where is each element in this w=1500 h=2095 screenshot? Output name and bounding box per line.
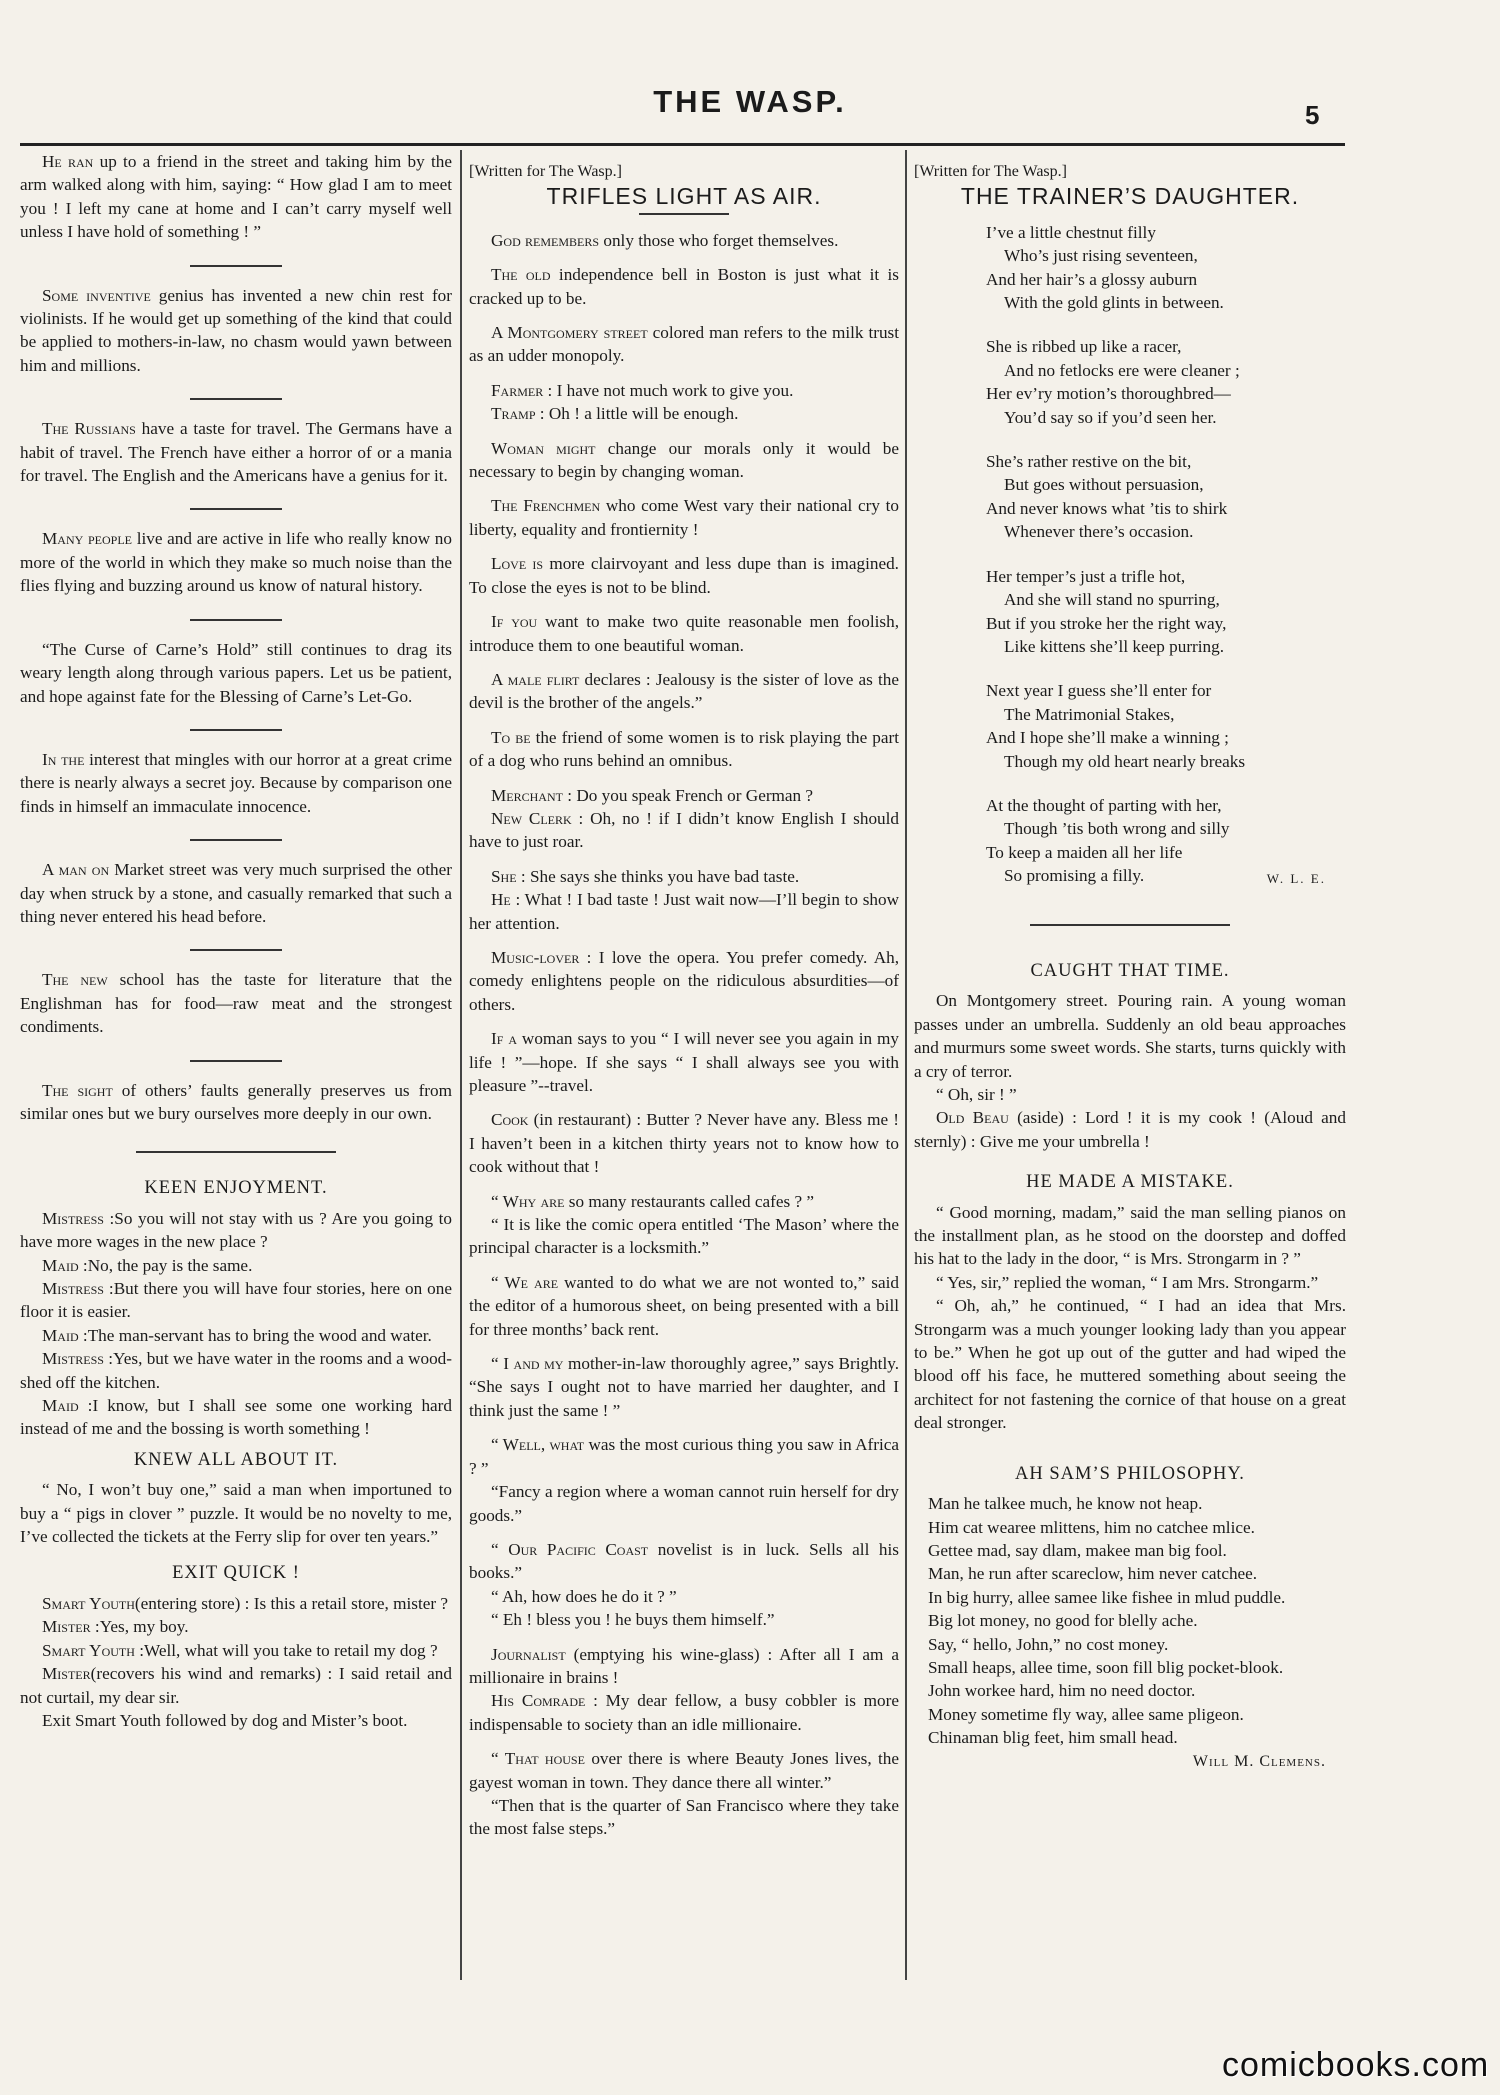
poem	[986, 221, 1346, 888]
page-number: 5	[1305, 100, 1320, 130]
paragraph	[469, 321, 899, 368]
poem-signature: W. L. E.	[1266, 870, 1326, 886]
paragraph	[20, 1639, 452, 1662]
lead-in: He :	[491, 890, 521, 910]
column-1	[20, 150, 452, 1732]
paragraph	[20, 1324, 452, 1347]
paragraph-text: She says she thinks you have bad taste.	[525, 866, 800, 886]
poem-line: Though ’tis both wrong and silly	[1004, 819, 1230, 839]
paragraph-text: the friend of some women is to risk playing the part of a dog who runs behind an omnibus.	[469, 727, 899, 771]
lead-in: Some inventive	[42, 285, 151, 305]
poem-line: Her temper’s just a trifle hot,	[986, 566, 1186, 586]
spacer	[469, 773, 899, 784]
paragraph	[20, 527, 452, 597]
paragraph	[469, 1747, 899, 1794]
paragraph	[20, 1662, 452, 1709]
paragraph	[20, 417, 452, 487]
paragraph-text: interest that mingles with our horror at a great crime there is nearly always a secret joy. Because by comparison one finds in himself an immaculate innocence.	[20, 749, 452, 816]
lead-in: Journalist	[491, 1644, 566, 1664]
paragraph	[469, 610, 899, 657]
paragraph-text: up to a friend in the street and taking him by the arm walked along with him, saying: “ How glad I am to meet you ! I left my cane at home and I can’t carry myself well unless I have hold of something ! ”	[20, 152, 452, 242]
article-title: THE TRAINER’S DAUGHTER.	[960, 183, 1300, 210]
section-title-exit: EXIT QUICK !	[172, 1563, 300, 1584]
column-rule-2	[905, 150, 907, 1980]
paragraph-text: over there is where Beauty Jones lives, the gayest woman in town. They dance there all winter.”	[469, 1749, 899, 1792]
lead-in: Tramp :	[491, 404, 545, 424]
paragraph: On Montgomery street. Pouring rain. A young woman passes under an umbrella. Suddenly an old beau approaches and murmurs some sweet words. She starts, turns quickly with a cry of terror.	[914, 991, 1346, 1081]
paragraph-text: have a taste for travel. The Germans have a habit of travel. The French have either a horror of or a mania for travel. The English and the Americans have a genius for it.	[20, 419, 452, 486]
paragraph-text: novelist is in luck. Sells all his books.”	[469, 1539, 899, 1583]
paragraph	[469, 552, 899, 599]
section-title-mistake: HE MADE A MISTAKE.	[1026, 1172, 1234, 1193]
paragraph-text: (entering store) : Is this a retail store, mister ?	[134, 1593, 449, 1613]
paragraph: “ Oh, ah,” he continued, “ I had an idea that Mrs. Strongarm was a much younger looking lady than you appear to be.” When he got up out of the gutter and had wiped the blood off his face, he muttered something about seeing the architect for not fastening the cornice of that house on a great deal stronger.	[914, 1296, 1346, 1433]
poem-line: You’d say so if you’d seen her.	[1004, 407, 1217, 427]
lead-in: “ I and my	[491, 1354, 564, 1374]
spacer	[469, 483, 899, 494]
paragraph-text: woman says to you “ I will never see you again in my life ! ”—hope. If she says “ I shall always see you with pleasure ”--travel.	[469, 1029, 899, 1095]
lead-in: A man on	[42, 860, 110, 880]
paragraph-text: I have not much work to give you.	[552, 380, 794, 400]
paragraph	[469, 402, 899, 425]
section-divider	[190, 619, 282, 621]
paragraph-text: “The Curse of Carne’s Hold” still continues to drag its weary length along through various papers. Let us be patient, and hope against fate for the Blessing of Carne’s Let-Go.	[20, 639, 452, 706]
paragraph-text: Oh, no ! if I didn’t know English I should have to just roar.	[469, 808, 899, 852]
spacer	[20, 1548, 452, 1562]
lead-in: “ Why are	[491, 1191, 565, 1211]
lead-in: The Frenchmen	[491, 496, 601, 516]
paragraph	[20, 284, 452, 378]
philosophy-line: In big hurry, allee samee like fishee in mlud puddle.	[928, 1587, 1286, 1607]
poem-line: But if you stroke her the right way,	[986, 613, 1227, 633]
spacer	[469, 426, 899, 437]
philosophy-line: Small heaps, allee time, soon fill blig pocket-blook.	[928, 1657, 1284, 1677]
philosophy-line: Him cat wearee mlittens, him no catchee mlice.	[928, 1517, 1255, 1537]
spacer	[20, 628, 452, 638]
paragraph	[469, 1585, 899, 1608]
lead-in: To be	[491, 727, 531, 747]
spacer	[469, 599, 899, 610]
paragraph-text: “Fancy a region where a woman cannot ruin herself for dry goods.”	[469, 1482, 899, 1525]
paragraph-text: (aside) : Lord ! it is my cook ! (Aloud and sternly) : Give me your umbrella !	[914, 1108, 1346, 1151]
lead-in: Mister :	[42, 1617, 100, 1637]
stanza-gap	[986, 429, 1346, 450]
spacer	[469, 1097, 899, 1108]
header-rule	[20, 143, 1345, 146]
spacer	[469, 854, 899, 865]
author-signature: Will M. Clemens.	[1192, 1752, 1326, 1770]
philosophy-line: Man he talkee much, he know not heap.	[928, 1494, 1203, 1514]
poem-line: Though my old heart nearly breaks	[1004, 751, 1246, 771]
lead-in: If a	[491, 1029, 517, 1049]
spacer	[469, 1260, 899, 1271]
paragraph	[469, 1213, 899, 1260]
stanza-gap	[986, 544, 1346, 565]
paragraph-text: was the most curious thing you saw in Africa ? ”	[469, 1435, 899, 1478]
poem-line: Her ev’ry motion’s thoroughbred—	[986, 384, 1231, 404]
poem-line: She’s rather restive on the bit,	[986, 452, 1192, 472]
paragraph-text: colored man refers to the milk trust as an udder monopoly.	[469, 323, 899, 366]
paragraph	[20, 1709, 452, 1732]
lead-in: Maid :	[42, 1396, 93, 1416]
section-title-sam: AH SAM’S PHILOSOPHY.	[1015, 1463, 1245, 1484]
paragraph	[469, 379, 899, 402]
paragraph-text: declares : Jealousy is the sister of love as the devil is the brother of the angels.”	[469, 669, 899, 713]
paragraph	[469, 1480, 899, 1527]
poem-line: Next year I guess she’ll enter for	[986, 681, 1212, 701]
section-divider	[190, 398, 282, 400]
section-divider	[190, 265, 282, 267]
paragraph-text: independence bell in Boston is just what it is cracked up to be.	[469, 265, 899, 308]
paragraph-text: more clairvoyant and less dupe than is imagined. To close the eyes is not to be blind.	[469, 554, 899, 597]
paragraph: “ Oh, sir ! ”	[936, 1085, 1017, 1104]
paragraph-text: I know, but I shall see some one working hard instead of me and the bossing is worth something !	[20, 1396, 452, 1439]
paragraph	[469, 888, 899, 935]
paragraph	[469, 1794, 899, 1841]
lead-in: Music-lover :	[491, 947, 592, 967]
paragraph-text: who come West vary their national cry to liberty, equality and frontiernity !	[469, 496, 899, 539]
poem-line: Whenever there’s occasion.	[1004, 522, 1194, 542]
spacer	[20, 598, 452, 616]
section-title-knew: KNEW ALL ABOUT IT.	[133, 1449, 339, 1470]
paragraph	[20, 858, 452, 928]
lead-in: Woman might	[491, 438, 596, 458]
lead-in: He ran	[42, 152, 94, 171]
paragraph-text: want to make two quite reasonable men foolish, introduce them to one beautiful woman.	[469, 612, 899, 655]
section-divider	[190, 729, 282, 731]
paragraph	[469, 263, 899, 310]
paragraph-text: No, the pay is the same.	[87, 1255, 253, 1275]
poem-line: To keep a maiden all her life	[986, 842, 1183, 862]
lead-in: Love is	[491, 554, 544, 574]
paragraph-text: (in restaurant) : Butter ? Never have any. Bless me ! I haven’t been in a kitchen thirty years not to know how to cook without that !	[469, 1110, 899, 1177]
lead-in: Farmer :	[491, 380, 553, 400]
lead-in: Cook	[491, 1110, 529, 1130]
poem-line: So promising a filly.	[1004, 866, 1145, 886]
paragraph	[469, 807, 899, 854]
spacer	[914, 211, 1346, 221]
paragraph	[469, 494, 899, 541]
poem-line: I’ve a little chestnut filly	[986, 222, 1156, 242]
spacer	[20, 928, 452, 946]
spacer	[20, 407, 452, 417]
philosophy-line: Man, he run after scareclow, him never catchee.	[928, 1564, 1258, 1584]
spacer	[469, 935, 899, 946]
spacer	[469, 1736, 899, 1747]
lead-in: His Comrade :	[491, 1691, 598, 1711]
paragraph-text: So you will not stay with us ? Are you going to have more wages in the new place ?	[20, 1208, 453, 1252]
lead-in: The new	[42, 970, 108, 990]
spacer	[469, 368, 899, 379]
section-divider	[136, 1151, 336, 1153]
stanza-gap	[986, 773, 1346, 794]
lead-in: “ Our Pacific Coast	[491, 1539, 649, 1559]
stanza-gap	[986, 658, 1346, 679]
spacer	[469, 715, 899, 726]
stanza-gap	[986, 314, 1346, 335]
paragraph-text: Market street was very much surprised the other day when struck by a stone, and casually remarked that such a thing never entered his head before.	[20, 860, 452, 926]
philosophy-line: John workee hard, him no need doctor.	[928, 1681, 1196, 1701]
paragraph-text: only those who forget themselves.	[599, 230, 839, 250]
written-for-note: [Written for The Wasp.]	[469, 163, 622, 180]
paragraph-text: But there you will have four stories, here on one floor it is easier.	[20, 1279, 452, 1322]
poem-line: Who’s just rising seventeen,	[1004, 246, 1198, 266]
paragraph-text: (emptying his wine-glass) : After all I am a millionaire in brains !	[469, 1644, 899, 1687]
paragraph	[20, 1394, 452, 1441]
lead-in: Maid :	[42, 1325, 88, 1345]
paragraph	[20, 1079, 452, 1126]
paragraph	[20, 638, 452, 708]
paragraph: “ Yes, sir,” replied the woman, “ I am Mrs. Strongarm.”	[936, 1272, 1319, 1292]
lead-in: Mistress :	[42, 1279, 114, 1298]
spacer	[469, 1016, 899, 1027]
spacer	[20, 958, 452, 968]
paragraph	[20, 1592, 452, 1615]
lead-in: “ Well, what	[491, 1435, 585, 1455]
paragraph-text: of others’ faults generally preserves us from similar ones but we bury ourselves more deeply in our own.	[20, 1080, 452, 1123]
paragraph-text: so many restaurants called cafes ? ”	[564, 1191, 815, 1211]
spacer	[469, 1841, 899, 1852]
lead-in: A Montgomery street	[491, 323, 648, 343]
paragraph	[20, 1615, 452, 1638]
poem-line: And I hope she’ll make a winning ;	[986, 728, 1229, 748]
paragraph-text: school has the taste for literature that the Englishman has for food—raw meat and the strongest condiments.	[20, 970, 452, 1037]
spacer	[469, 1422, 899, 1433]
spacer	[469, 657, 899, 668]
paragraph-text: “ It is like the comic opera entitled ‘The Mason’ where the principal character is a locksmith.”	[469, 1215, 899, 1258]
section-title-caught: CAUGHT THAT TIME.	[1030, 960, 1230, 981]
paragraph-text: What ! I bad taste ! Just wait now—I’ll begin to show her attention.	[469, 890, 899, 933]
spacer	[469, 1632, 899, 1643]
spacer	[469, 252, 899, 263]
title-rule	[639, 213, 729, 215]
poem-line: And no fetlocks ere were cleaner ;	[1004, 360, 1240, 380]
paragraph-text: My dear fellow, a busy cobbler is more indispensable to society than an idle millionaire.	[469, 1691, 899, 1734]
lead-in: Smart Youth	[42, 1593, 135, 1613]
lead-in: Old Beau	[936, 1108, 1009, 1128]
paragraph	[469, 1108, 899, 1178]
spacer	[469, 541, 899, 552]
paragraph-text: (recovers his wind and remarks) : I said retail and not curtail, my dear sir.	[20, 1664, 452, 1707]
paragraph	[469, 1689, 899, 1736]
paragraph-text: Oh ! a little will be enough.	[544, 404, 739, 424]
spacer	[20, 517, 452, 527]
paragraph-text: I love the opera. You prefer comedy. Ah, comedy enlightens people on the ridiculous absurdities—of others.	[469, 947, 900, 1014]
lead-in: Many people	[42, 529, 132, 549]
poem-line: She is ribbed up like a racer,	[986, 337, 1182, 357]
spacer	[914, 1435, 1346, 1463]
spacer	[20, 708, 452, 726]
lead-in: The Russians	[42, 419, 136, 439]
poem-line: And she will stand no spurring,	[1004, 590, 1220, 610]
philosophy-line: Gettee mad, say dlam, makee man big fool.	[928, 1540, 1227, 1560]
paragraph: “ No, I won’t buy one,” said a man when importuned to buy a “ pigs in clover ” puzzle. It would be no novelty to me, I’ve collected the tickets at the Ferry slip for over ten years.”	[20, 1480, 452, 1547]
article-title: TRIFLES LIGHT AS AIR.	[546, 183, 822, 210]
paragraph-text: “Then that is the quarter of San Francisco where they take the most false steps.”	[469, 1795, 899, 1839]
poem-line: And her hair’s a glossy auburn	[986, 269, 1198, 289]
spacer	[20, 818, 452, 836]
paragraph	[469, 865, 899, 888]
paragraph	[469, 1271, 899, 1341]
column-3	[914, 150, 1346, 1773]
watermark: comicbooks.com	[1222, 2046, 1490, 2084]
lead-in: Maid :	[42, 1255, 88, 1275]
section-divider	[190, 508, 282, 510]
spacer	[20, 1441, 452, 1449]
philosophy-line: Chinaman blig feet, him small head.	[928, 1728, 1178, 1748]
paragraph	[469, 726, 899, 773]
paragraph-text: Yes, my boy.	[99, 1617, 189, 1637]
poem-line: With the gold glints in between.	[1004, 293, 1224, 313]
paragraph-text: The man-servant has to bring the wood and water.	[87, 1325, 432, 1345]
lead-in: In the	[42, 749, 85, 769]
paragraph-text: change our morals only it would be necessary to begin by changing woman.	[469, 438, 899, 482]
poem-line: Like kittens she’ll keep purring.	[1004, 636, 1225, 656]
paragraph	[469, 1190, 899, 1213]
paragraph-text: Do you speak French or German ?	[572, 785, 814, 805]
lead-in: Mister	[42, 1664, 91, 1684]
paragraph-text: Well, what will you take to retail my dog ?	[143, 1640, 438, 1660]
spacer	[20, 244, 452, 262]
paragraph-text: Yes, but we have water in the rooms and a wood-shed off the kitchen.	[20, 1349, 452, 1392]
paragraph	[469, 784, 899, 807]
paragraph: “ Good morning, madam,” said the man selling pianos on the installment plan, as he stood on the doorstep and doffed his hat to the lady in the door, “ is Mrs. Strongarm in ? ”	[914, 1202, 1346, 1269]
paragraph	[469, 1027, 899, 1097]
spacer	[20, 1039, 452, 1057]
lead-in: “ We are	[491, 1272, 559, 1292]
lead-in: The old	[491, 265, 551, 285]
column-rule-1	[460, 150, 462, 1980]
spacer	[20, 738, 452, 748]
paragraph-text: wanted to do what we are not wonted to,” said the editor of a humorous sheet, on being presented with a bill for three months’ back rent.	[469, 1272, 899, 1339]
lead-in: God remembers	[491, 230, 600, 250]
column-2	[469, 150, 899, 1852]
paragraph	[469, 1352, 899, 1422]
paragraph	[914, 1106, 1346, 1153]
paragraph	[20, 1254, 452, 1277]
section-divider	[190, 839, 282, 841]
philosophy-line: Say, “ hello, John,” no cost money.	[928, 1634, 1169, 1654]
philosophy-list	[928, 1492, 1346, 1749]
spacer	[20, 848, 452, 858]
spacer	[469, 310, 899, 321]
philosophy-line: Big lot money, no good for blelly ache.	[928, 1611, 1198, 1631]
lead-in: If you	[491, 612, 538, 632]
lead-in: Mistress :	[42, 1349, 114, 1369]
lead-in: Mistress :	[42, 1208, 115, 1228]
paragraph	[469, 437, 899, 484]
lead-in: A male flirt	[491, 669, 580, 689]
paragraph	[469, 668, 899, 715]
paragraph	[469, 1538, 899, 1585]
lead-in: She :	[491, 866, 526, 886]
paragraph-text: live and are active in life who really know no more of the world in which they make so much noise than the flies flying and buzzing around us know of natural history.	[20, 529, 452, 596]
lead-in: Merchant :	[491, 785, 573, 805]
section-divider	[190, 949, 282, 951]
poem-line: But goes without persuasion,	[1004, 475, 1204, 495]
spacer	[20, 1069, 452, 1079]
paragraph	[20, 1347, 452, 1394]
section-divider	[190, 1060, 282, 1062]
paragraph	[20, 1277, 452, 1324]
spacer	[469, 1341, 899, 1352]
paragraph	[469, 1608, 899, 1631]
philosophy-line: Money sometime fly way, allee same pligeon.	[928, 1704, 1244, 1724]
paragraph-text: Exit Smart Youth followed by dog and Mister’s boot.	[42, 1710, 408, 1730]
paragraph	[20, 748, 452, 818]
spacer	[469, 1179, 899, 1190]
lead-in: The sight	[42, 1080, 113, 1100]
written-for-note: [Written for The Wasp.]	[914, 163, 1067, 180]
lead-in: “ That house	[491, 1749, 585, 1769]
paragraph-text: “ Eh ! bless you ! he buys them himself.”	[491, 1610, 775, 1630]
spacer	[469, 1527, 899, 1538]
masthead-title: THE WASP.	[653, 84, 847, 119]
spacer	[20, 377, 452, 395]
paragraph-text: “ Ah, how does he do it ? ”	[491, 1586, 677, 1606]
poem-line: At the thought of parting with her,	[986, 795, 1222, 815]
paragraph	[469, 946, 899, 1016]
paragraph	[469, 1643, 899, 1690]
paragraph-text: genius has invented a new chin rest for violinists. If he would get up something of the kind that could be applied to mothers-in-law, no chasm would yawn between him and millions.	[20, 285, 452, 375]
lead-in: New Clerk :	[491, 808, 584, 828]
lead-in: Smart Youth :	[42, 1640, 144, 1660]
poem-line: The Matrimonial Stakes,	[1004, 704, 1175, 724]
paragraph	[20, 968, 452, 1038]
paragraph	[20, 150, 452, 244]
paragraph	[20, 1207, 452, 1254]
spacer	[914, 1153, 1346, 1171]
section-title-keen: KEEN ENJOYMENT.	[144, 1178, 328, 1199]
paragraph-text: mother-in-law thoroughly agree,” says Brightly. “She says I ought not to have married her daughter, and I think just the same ! ”	[469, 1354, 899, 1420]
spacer	[20, 274, 452, 284]
poem-line: And never knows what ’tis to shirk	[986, 498, 1228, 518]
section-divider	[1030, 924, 1230, 926]
paragraph	[469, 1433, 899, 1480]
paragraph	[469, 229, 899, 252]
spacer	[20, 487, 452, 505]
